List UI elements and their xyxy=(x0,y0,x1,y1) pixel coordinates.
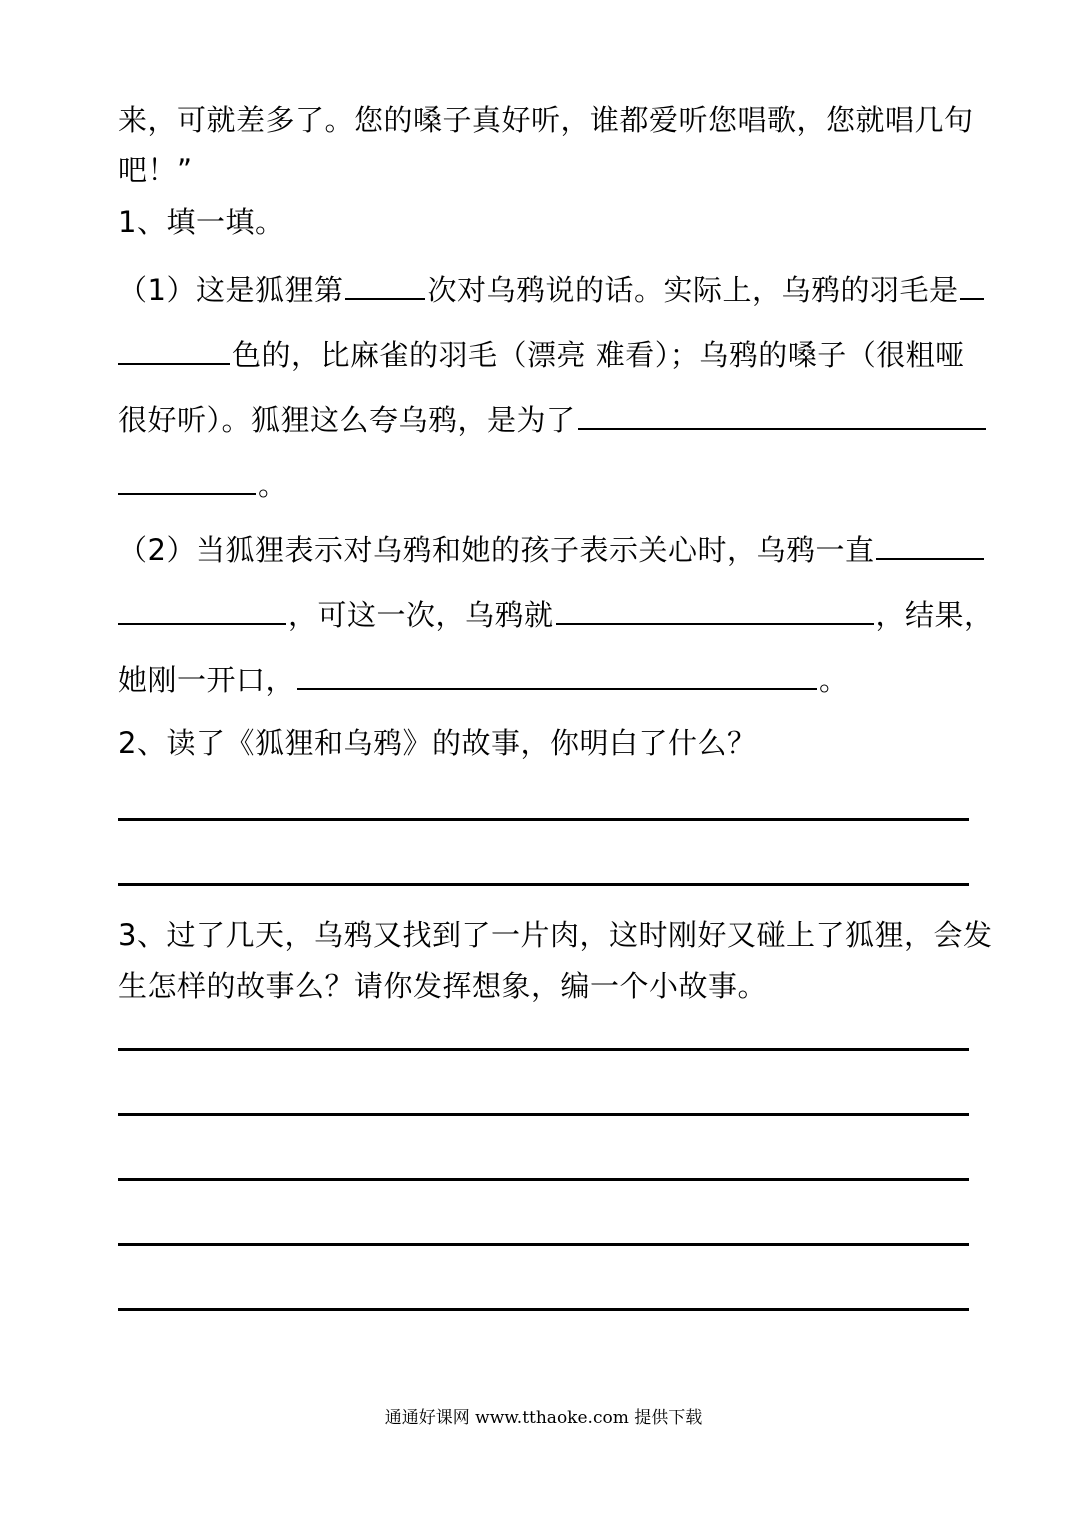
answer-line-q3-1[interactable] xyxy=(118,1048,969,1051)
q1-2-text-d: 她刚一开口， xyxy=(118,663,296,697)
q1-2-text-c: ，结果， xyxy=(875,598,994,632)
question-1-title: 1、填一填。 xyxy=(118,205,285,239)
q1-1-text-b: 次对乌鸦说的话。实际上，乌鸦的羽毛是 xyxy=(427,273,959,307)
question-2: 2、读了《狐狸和乌鸦》的故事，你明白了什么？ xyxy=(118,726,757,760)
q1-1-text-a: （1）这是狐狸第 xyxy=(118,273,344,307)
passage-line-1: 来，可就差多了。您的嗓子真好听，谁都爱听您唱歌，您就唱几句 xyxy=(118,103,974,137)
question-1-2-line-3 xyxy=(118,658,849,700)
answer-blank-purpose-cont[interactable] xyxy=(118,463,256,495)
answer-blank-crow-always[interactable] xyxy=(876,528,984,560)
question-1-1-line-1 xyxy=(118,268,986,310)
answer-line-q3-3[interactable] xyxy=(118,1178,969,1181)
question-1-1-line-2 xyxy=(118,333,965,375)
q1-1-text-c: 色的，比麻雀的羽毛（漂亮 难看）；乌鸦的嗓子（很粗哑 xyxy=(232,338,965,372)
q1-1-text-d: 很好听）。狐狸这么夸乌鸦，是为了 xyxy=(118,403,576,437)
answer-line-q3-2[interactable] xyxy=(118,1113,969,1116)
answer-blank-times[interactable] xyxy=(345,268,425,300)
answer-blank-color[interactable] xyxy=(118,333,230,365)
q1-2-text-b: ，可这一次，乌鸦就 xyxy=(288,598,554,632)
answer-blank-purpose[interactable] xyxy=(578,398,986,430)
answer-blank-crow-always-cont[interactable] xyxy=(118,593,286,625)
question-1-1-line-3 xyxy=(118,398,988,440)
answer-line-q3-4[interactable] xyxy=(118,1243,969,1246)
passage-line-2: 吧！” xyxy=(118,153,193,187)
page-footer: 通通好课网 www.tthaoke.com 提供下载 xyxy=(384,1408,703,1428)
q1-2-text-e: 。 xyxy=(819,663,849,697)
q1-1-text-e: 。 xyxy=(258,468,288,502)
answer-line-q2-2[interactable] xyxy=(118,883,969,886)
answer-line-q2-1[interactable] xyxy=(118,818,969,821)
question-1-1-line-4 xyxy=(118,463,288,505)
answer-blank-color-start[interactable] xyxy=(960,268,984,300)
question-3-line-2: 生怎样的故事么？请你发挥想象，编一个小故事。 xyxy=(118,969,768,1003)
answer-blank-result[interactable] xyxy=(297,658,817,690)
question-1-2-line-1 xyxy=(118,528,986,570)
question-3-line-1: 3、过了几天，乌鸦又找到了一片肉，这时刚好又碰上了狐狸，会发 xyxy=(118,918,993,952)
answer-line-q3-5[interactable] xyxy=(118,1308,969,1311)
question-1-2-line-2 xyxy=(118,593,994,635)
q1-2-text-a: （2）当狐狸表示对乌鸦和她的孩子表示关心时，乌鸦一直 xyxy=(118,533,875,567)
answer-blank-this-time[interactable] xyxy=(556,593,874,625)
